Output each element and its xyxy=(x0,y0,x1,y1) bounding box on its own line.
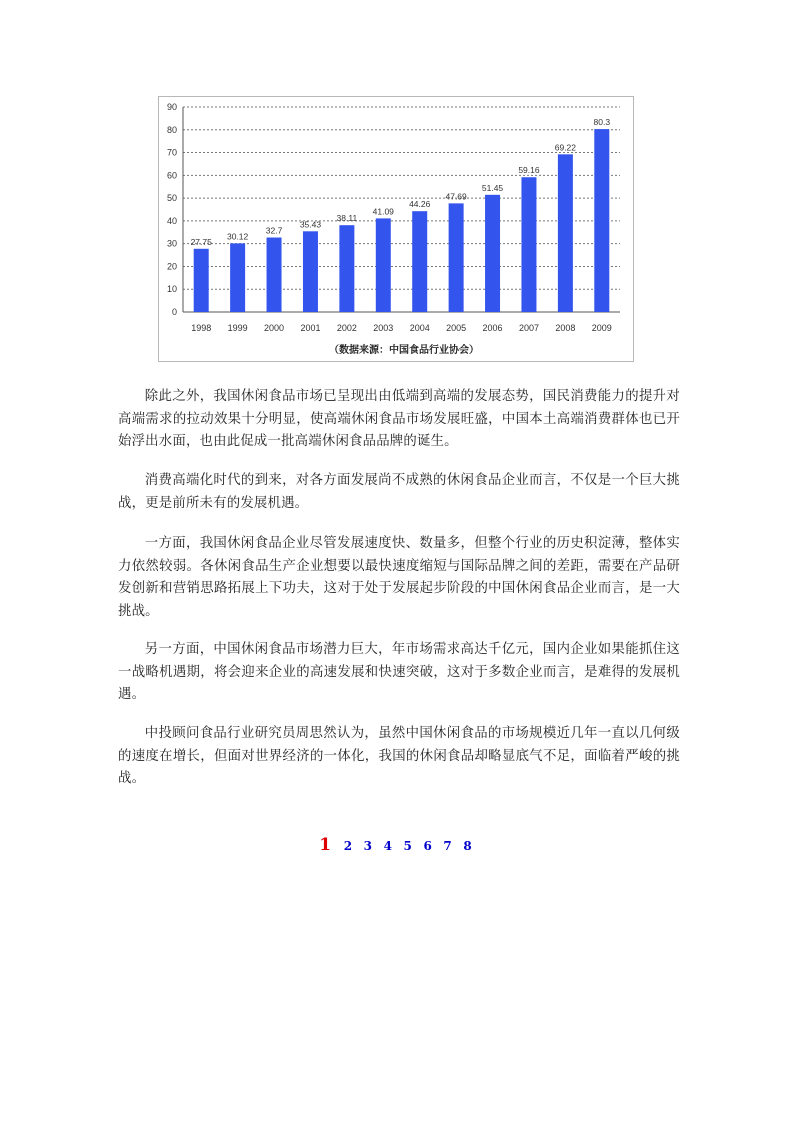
y-tick-label: 30 xyxy=(166,238,177,249)
bar-1998 xyxy=(194,249,209,312)
bar-2007 xyxy=(521,177,536,312)
data-label: 44.26 xyxy=(409,199,431,210)
data-label: 80.3 xyxy=(593,117,611,128)
x-tick-label: 2009 xyxy=(591,323,612,333)
data-label: 38.11 xyxy=(336,213,358,224)
bar-2002 xyxy=(339,225,354,312)
bar-2001 xyxy=(303,231,318,312)
x-tick-label: 2000 xyxy=(264,323,285,333)
y-tick-label: 80 xyxy=(166,124,177,135)
bar-2000 xyxy=(267,238,282,312)
paragraph-4: 另一方面，中国休闲食品市场潜力巨大，年市场需求高达千亿元，国内企业如果能抓住这一战略机遇期，将会迎来企业的高速发展和快速突破，这对于多数企业而言，是难得的发展机遇。 xyxy=(118,642,680,702)
data-label: 32.7 xyxy=(265,225,283,236)
x-tick-label: 2003 xyxy=(373,323,394,333)
chart-caption: （数据来源：中国食品行业协会） xyxy=(329,345,479,356)
page-current: 1 xyxy=(319,835,332,855)
data-label: 51.45 xyxy=(481,182,504,193)
x-tick-label: 2004 xyxy=(409,323,430,333)
bar-2009 xyxy=(594,129,609,312)
x-tick-label: 2007 xyxy=(518,323,539,333)
pagination xyxy=(0,835,794,855)
y-tick-label: 40 xyxy=(166,215,177,226)
page-link-4[interactable]: 4 xyxy=(383,839,392,853)
bar-2004 xyxy=(412,211,427,312)
paragraph-3: 一方面，我国休闲食品企业尽管发展速度快、数量多，但整个行业的历史积淀薄，整体实力依然较弱。各休闲食品生产企业想要以最快速度缩短与国际品牌之间的差距，需要在产品研发创新和营销思路拓展上下功夫，这对于处于发展起步阶段的中国休闲食品企业而言，是一大挑战。 xyxy=(118,536,680,619)
y-tick-label: 0 xyxy=(171,307,177,317)
bar-2005 xyxy=(449,203,464,312)
paragraph-1: 除此之外，我国休闲食品市场已呈现出由低端到高端的发展态势，国民消费能力的提升对高端需求的拉动效果十分明显，使高端休闲食品市场发展旺盛，中国本土高端消费群体也已开始浮出水面，也由此促成一批高端休闲食品品牌的诞生。 xyxy=(118,389,680,449)
data-label: 69.22 xyxy=(554,142,577,153)
x-tick-label: 1999 xyxy=(227,323,248,333)
bar-2003 xyxy=(376,218,391,312)
x-tick-label: 2001 xyxy=(300,323,321,333)
paragraph-5: 中投顾问食品行业研究员周思然认为，虽然中国休闲食品的市场规模近几年一直以几何级的速度在增长，但面对世界经济的一体化，我国的休闲食品却略显底气不足，面临着严峻的挑战。 xyxy=(118,726,680,786)
page-link-6[interactable]: 6 xyxy=(423,839,432,853)
page-link-2[interactable]: 2 xyxy=(343,839,353,853)
data-label: 41.09 xyxy=(372,206,394,217)
page-link-5[interactable]: 5 xyxy=(403,839,412,853)
data-label: 30.12 xyxy=(226,231,249,242)
bar-1999 xyxy=(230,243,245,312)
page-link-3[interactable]: 3 xyxy=(363,839,373,853)
chart-figure xyxy=(158,96,634,362)
data-label: 59.16 xyxy=(518,165,540,176)
y-tick-label: 60 xyxy=(166,170,177,181)
x-tick-label: 2008 xyxy=(555,323,576,333)
x-tick-label: 2006 xyxy=(482,323,503,333)
x-tick-label: 2002 xyxy=(336,323,357,333)
bar-2006 xyxy=(485,195,500,312)
x-tick-label: 2005 xyxy=(446,323,467,333)
bar-2008 xyxy=(558,154,573,312)
paragraph-2: 消费高端化时代的到来，对各方面发展尚不成熟的休闲食品企业而言，不仅是一个巨大挑战，更是前所未有的发展机遇。 xyxy=(118,473,680,511)
y-tick-label: 50 xyxy=(166,193,177,204)
data-label: 27.75 xyxy=(190,236,212,247)
data-label: 35.43 xyxy=(299,219,322,230)
y-tick-label: 20 xyxy=(166,261,177,272)
y-tick-label: 90 xyxy=(166,102,177,112)
page-link-8[interactable]: 8 xyxy=(463,839,472,853)
x-tick-label: 1998 xyxy=(191,323,212,333)
y-tick-label: 70 xyxy=(166,147,177,158)
y-tick-label: 10 xyxy=(166,284,177,295)
data-label: 47.69 xyxy=(445,191,467,202)
bar-chart xyxy=(158,96,634,362)
page-link-7[interactable]: 7 xyxy=(443,839,452,853)
